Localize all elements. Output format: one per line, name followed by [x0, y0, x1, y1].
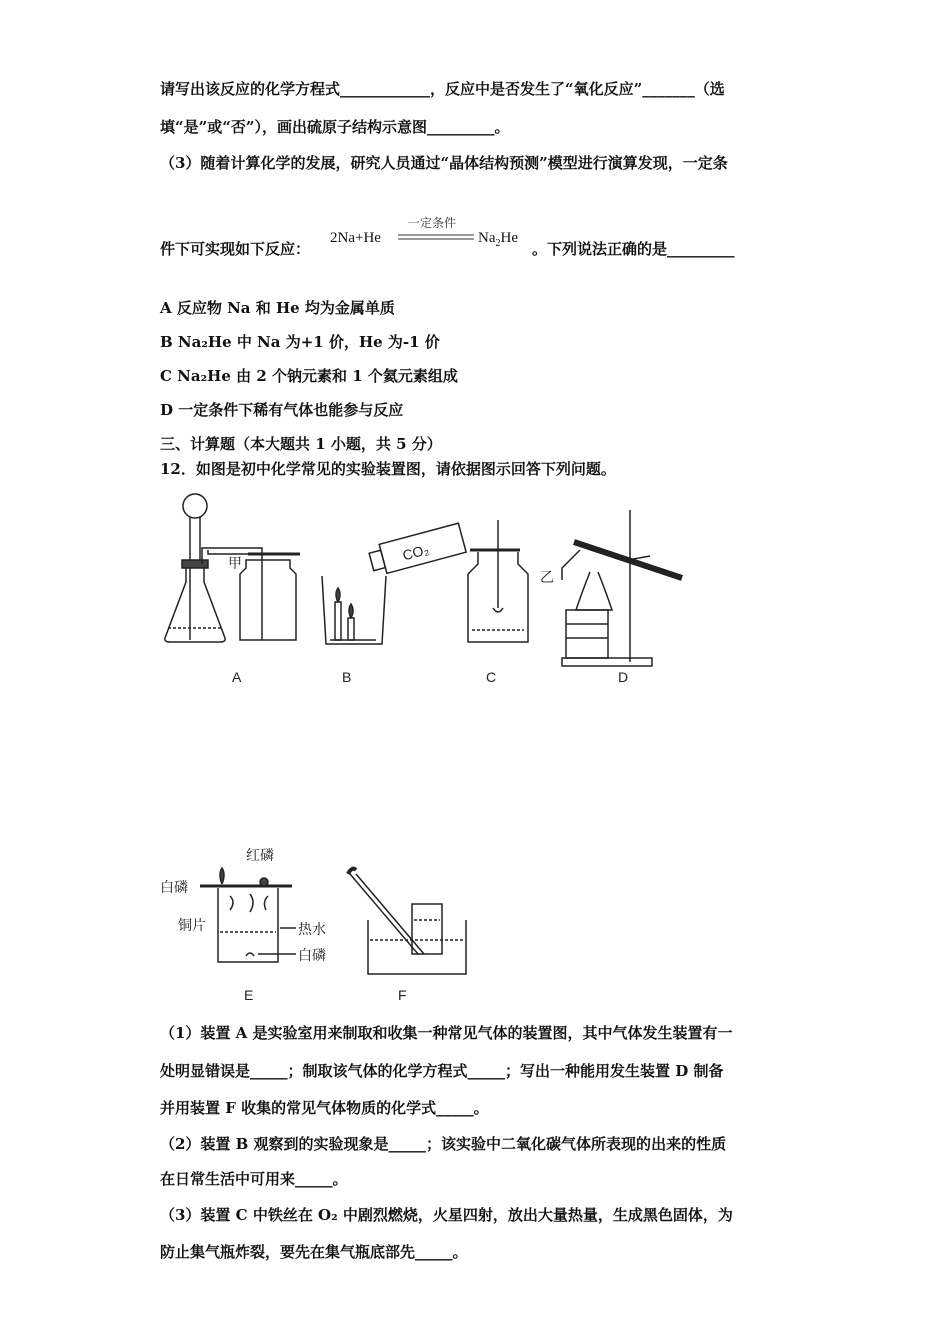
equation-left: 2Na+He [330, 230, 381, 246]
label-white-phosphorus-top: 白磷 [160, 879, 188, 895]
section-heading: 三、计算题（本大题共 1 小题，共 5 分） [160, 435, 442, 453]
label-red-phosphorus: 红磷 [246, 847, 274, 863]
q3-part-line-2: 防止集气瓶炸裂，要先在集气瓶底部先_____。 [160, 1243, 468, 1261]
q1-line-1: （1）装置 A 是实验室用来制取和收集一种常见气体的装置图，其中气体发生装置有一 [160, 1024, 733, 1042]
q3-line-2-prefix: 件下可实现如下反应： [160, 240, 311, 258]
label-white-phosphorus-bottom: 白磷 [298, 947, 326, 963]
equation-right-tail: He [500, 230, 518, 246]
apparatus-a [165, 494, 300, 685]
option-a: A 反应物 Na 和 He 均为金属单质 [160, 299, 395, 317]
label-jia: 甲 [228, 555, 242, 571]
option-b: B Na₂He 中 Na 为+1 价，He 为-1 价 [160, 333, 440, 351]
label-e: E [244, 987, 254, 1003]
apparatus-c [468, 520, 528, 685]
q1-line-3: 并用装置 F 收集的常见气体物质的化学式_____。 [160, 1099, 489, 1117]
option-d: D 一定条件下稀有气体也能参与反应 [160, 401, 404, 419]
q2-line-2: 填“是”或“否”），画出硫原子结构示意图_________。 [160, 118, 510, 136]
label-hot-water: 热水 [298, 921, 326, 937]
equation-right [478, 230, 518, 249]
label-copper-sheet: 铜片 [178, 917, 206, 933]
label-b: B [342, 669, 352, 685]
label-d: D [618, 669, 629, 685]
equation-right-main: Na [478, 230, 496, 246]
apparatus-f [348, 869, 466, 1003]
q2-line-1: 请写出该反应的化学方程式____________，反应中是否发生了“氧化反应”_______（选 [160, 80, 725, 98]
apparatus-b [322, 523, 466, 685]
equation-condition: 一定条件 [408, 216, 457, 230]
equation-right-sub: 2 [495, 238, 501, 249]
q3-part-line-1: （3）装置 C 中铁丝在 O₂ 中剧烈燃烧，火星四射，放出大量热量，生成黑色固体，为 [160, 1206, 733, 1224]
q3-line-2-suffix: 。下列说法正确的是_________ [532, 240, 735, 258]
apparatus-e [160, 847, 326, 1003]
q1-line-2: 处明显错误是_____；制取该气体的化学方程式_____；写出一种能用发生装置 D 制备 [160, 1062, 724, 1080]
figure-apparatus-e-f [150, 840, 490, 1010]
q2-part-line-2: 在日常生活中可用来_____。 [160, 1170, 348, 1188]
label-f: F [398, 987, 407, 1003]
label-co2: CO₂ [400, 541, 431, 564]
label-c: C [486, 669, 497, 685]
apparatus-d [540, 510, 682, 685]
q2-part-line-1: （2）装置 B 观察到的实验现象是_____；该实验中二氧化碳气体所表现的出来的性质 [160, 1135, 727, 1153]
label-yi: 乙 [540, 569, 554, 585]
figure-apparatus-a-d [150, 490, 710, 690]
equation-equals-sign [398, 233, 474, 241]
q3-line-1: （3）随着计算化学的发展，研究人员通过“晶体结构预测”模型进行演算发现，一定条 [160, 154, 728, 172]
label-a: A [232, 669, 242, 685]
q12-intro: 12．如图是初中化学常见的实验装置图，请依据图示回答下列问题。 [160, 460, 616, 478]
option-c: C Na₂He 由 2 个钠元素和 1 个氦元素组成 [160, 367, 458, 385]
